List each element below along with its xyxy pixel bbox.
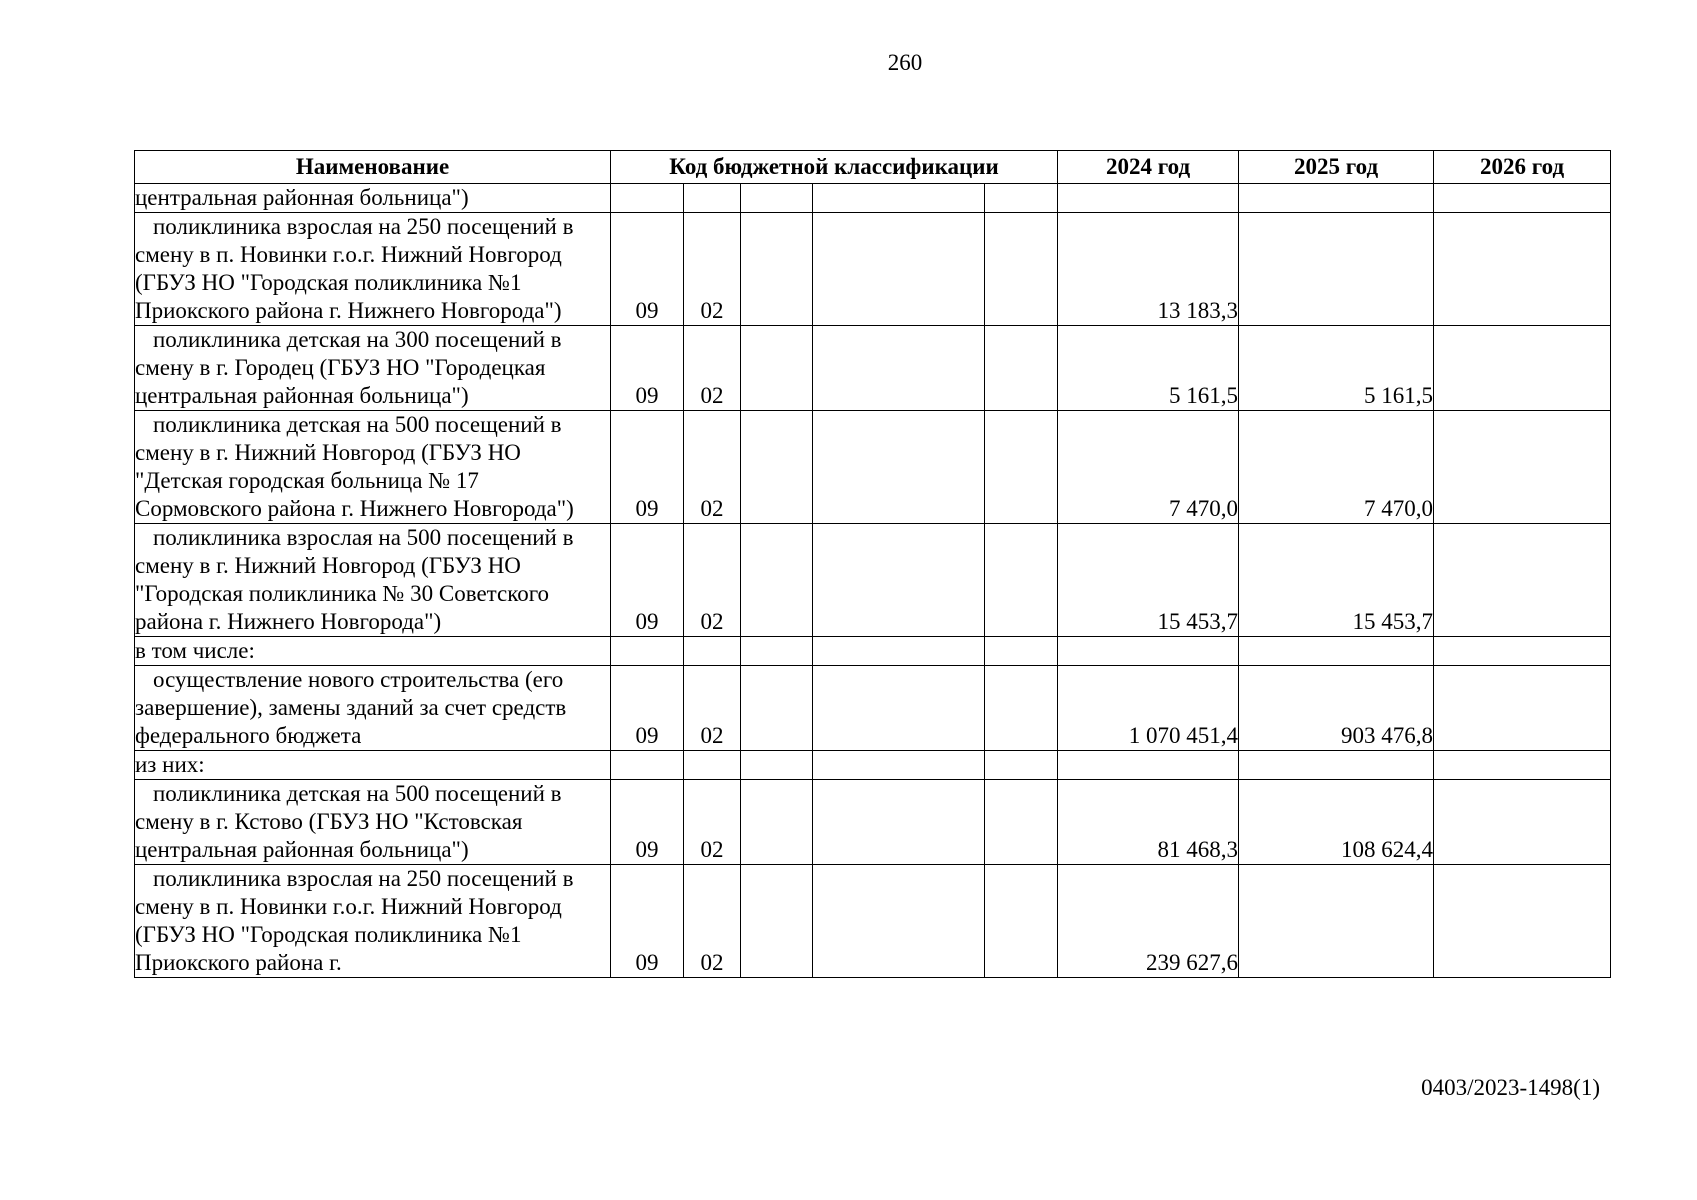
row-code-section (611, 184, 684, 213)
row-code-blank (985, 213, 1058, 326)
row-code-blank (985, 326, 1058, 411)
row-code-subsection: 02 (684, 780, 741, 865)
row-name: поликлиника взрослая на 500 посещений в смену в г. Нижний Новгород (ГБУЗ НО "Городская поликлиника № 30 Советского района г. Нижнего Новгорода") (135, 524, 611, 637)
row-value-2025: 5 161,5 (1239, 326, 1434, 411)
row-code-blank (813, 524, 985, 637)
row-value-2026 (1434, 184, 1611, 213)
row-code-blank (813, 751, 985, 780)
row-name: поликлиника взрослая на 250 посещений в смену в п. Новинки г.о.г. Нижний Новгород (ГБУЗ НО "Городская поликлиника №1 Приокского района г. (135, 865, 611, 978)
row-code-blank (813, 213, 985, 326)
row-code-subsection: 02 (684, 326, 741, 411)
row-value-2025 (1239, 184, 1434, 213)
row-code-blank (985, 865, 1058, 978)
row-name: из них: (135, 751, 611, 780)
row-value-2026 (1434, 411, 1611, 524)
row-name: поликлиника детская на 500 посещений в смену в г. Нижний Новгород (ГБУЗ НО "Детская городская больница № 17 Сормовского района г. Нижнего Новгорода") (135, 411, 611, 524)
table-row (135, 751, 1611, 780)
row-code-blank (813, 637, 985, 666)
row-code-section: 09 (611, 411, 684, 524)
row-name: поликлиника детская на 300 посещений в смену в г. Городец (ГБУЗ НО "Городецкая центральная районная больница") (135, 326, 611, 411)
row-code-blank (813, 184, 985, 213)
row-value-2024: 15 453,7 (1058, 524, 1239, 637)
row-code-blank (985, 751, 1058, 780)
row-value-2025 (1239, 637, 1434, 666)
row-value-2026 (1434, 780, 1611, 865)
table-row (135, 326, 1611, 411)
budget-table (134, 150, 1611, 978)
row-code-subsection: 02 (684, 865, 741, 978)
row-code-blank (813, 865, 985, 978)
row-code-subsection: 02 (684, 213, 741, 326)
row-code-section: 09 (611, 865, 684, 978)
row-value-2026 (1434, 326, 1611, 411)
row-value-2024: 13 183,3 (1058, 213, 1239, 326)
header-2025: 2025 год (1239, 151, 1434, 184)
table-row (135, 666, 1611, 751)
row-value-2026 (1434, 524, 1611, 637)
row-code-subsection: 02 (684, 524, 741, 637)
row-name: поликлиника взрослая на 250 посещений в смену в п. Новинки г.о.г. Нижний Новгород (ГБУЗ НО "Городская поликлиника №1 Приокского района г. Нижнего Новгорода") (135, 213, 611, 326)
row-code-blank (741, 637, 813, 666)
row-code-blank (741, 780, 813, 865)
row-value-2025: 7 470,0 (1239, 411, 1434, 524)
document-code: 0403/2023-1498(1) (1421, 1075, 1600, 1100)
row-value-2025 (1239, 751, 1434, 780)
row-code-subsection (684, 184, 741, 213)
row-code-blank (813, 411, 985, 524)
row-code-subsection: 02 (684, 666, 741, 751)
row-code-blank (985, 184, 1058, 213)
row-value-2025: 15 453,7 (1239, 524, 1434, 637)
row-code-blank (741, 751, 813, 780)
row-value-2024 (1058, 184, 1239, 213)
header-row (135, 151, 1611, 184)
table-row (135, 411, 1611, 524)
row-code-blank (985, 524, 1058, 637)
row-value-2024: 1 070 451,4 (1058, 666, 1239, 751)
row-value-2024: 5 161,5 (1058, 326, 1239, 411)
row-value-2024 (1058, 751, 1239, 780)
row-code-subsection (684, 751, 741, 780)
row-value-2024: 239 627,6 (1058, 865, 1239, 978)
page-number: 260 (887, 50, 923, 75)
table-row (135, 213, 1611, 326)
table-row (135, 865, 1611, 978)
row-name: центральная районная больница") (135, 184, 611, 213)
row-name: в том числе: (135, 637, 611, 666)
row-code-subsection: 02 (684, 411, 741, 524)
row-code-blank (985, 780, 1058, 865)
row-code-blank (985, 637, 1058, 666)
row-value-2026 (1434, 865, 1611, 978)
row-code-section: 09 (611, 666, 684, 751)
row-code-blank (741, 411, 813, 524)
row-value-2024 (1058, 637, 1239, 666)
row-code-blank (813, 780, 985, 865)
row-code-section: 09 (611, 780, 684, 865)
row-value-2026 (1434, 751, 1611, 780)
row-value-2026 (1434, 637, 1611, 666)
row-code-section: 09 (611, 524, 684, 637)
row-code-blank (985, 666, 1058, 751)
row-code-section: 09 (611, 213, 684, 326)
row-code-blank (741, 524, 813, 637)
header-name: Наименование (135, 151, 611, 184)
row-name: осуществление нового строительства (его завершение), замены зданий за счет средств федерального бюджета (135, 666, 611, 751)
row-code-blank (985, 411, 1058, 524)
row-value-2026 (1434, 666, 1611, 751)
row-code-blank (813, 326, 985, 411)
table-row (135, 637, 1611, 666)
table-row (135, 524, 1611, 637)
row-code-blank (741, 666, 813, 751)
row-code-blank (741, 865, 813, 978)
row-code-blank (741, 326, 813, 411)
row-name: поликлиника детская на 500 посещений в смену в г. Кстово (ГБУЗ НО "Кстовская центральная районная больница") (135, 780, 611, 865)
row-code-blank (813, 666, 985, 751)
header-2024: 2024 год (1058, 151, 1239, 184)
header-code: Код бюджетной классификации (611, 151, 1058, 184)
row-value-2026 (1434, 213, 1611, 326)
row-value-2024: 7 470,0 (1058, 411, 1239, 524)
row-value-2025: 108 624,4 (1239, 780, 1434, 865)
row-value-2025 (1239, 865, 1434, 978)
row-code-subsection (684, 637, 741, 666)
table-row (135, 184, 1611, 213)
row-code-section (611, 637, 684, 666)
row-code-section (611, 751, 684, 780)
row-code-section: 09 (611, 326, 684, 411)
row-value-2025 (1239, 213, 1434, 326)
row-value-2024: 81 468,3 (1058, 780, 1239, 865)
row-code-blank (741, 213, 813, 326)
row-value-2025: 903 476,8 (1239, 666, 1434, 751)
row-code-blank (741, 184, 813, 213)
header-2026: 2026 год (1434, 151, 1611, 184)
table-row (135, 780, 1611, 865)
